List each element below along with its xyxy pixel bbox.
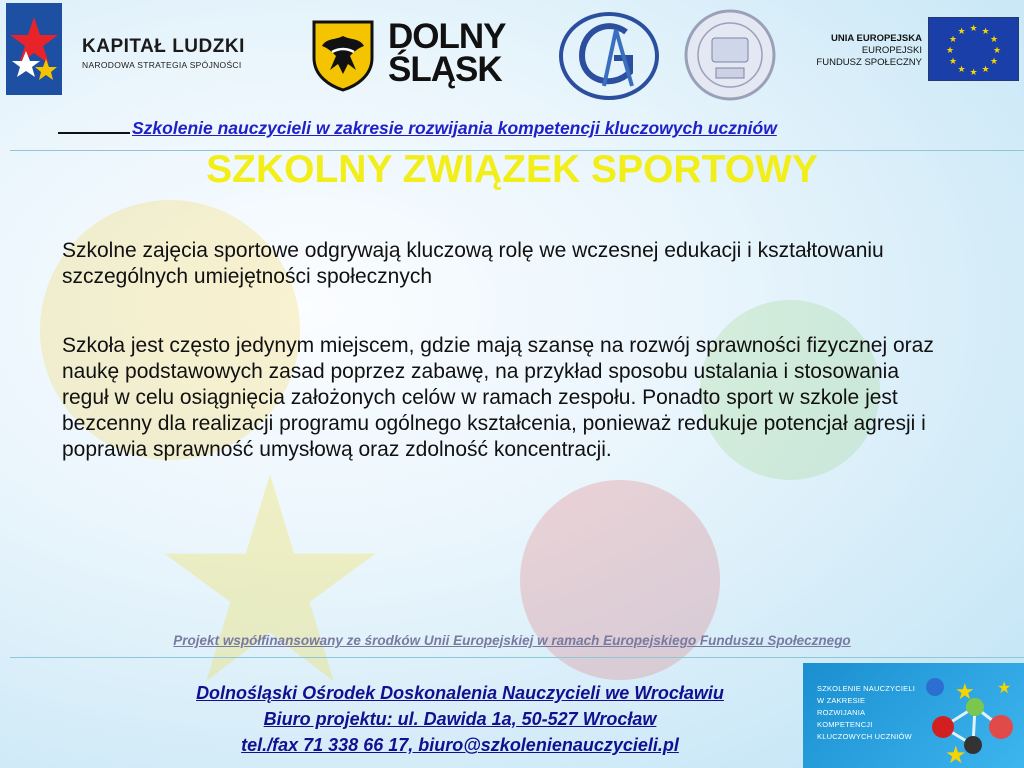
dolny-slask-wordmark: [388, 17, 506, 89]
svg-text:★: ★: [945, 741, 967, 765]
svg-text:★: ★: [997, 678, 1012, 697]
kapital-ludzki-text: [82, 36, 245, 70]
background-decoration-circle: [520, 480, 720, 680]
kapital-ludzki-title: KAPITAŁ LUDZKI: [82, 36, 245, 57]
svg-text:★: ★: [957, 27, 966, 37]
svg-text:★: ★: [948, 57, 958, 67]
promo-line: KLUCZOWYCH UCZNIÓW: [817, 732, 912, 741]
ue-line-unia: UNIA EUROPEJSKA: [831, 33, 922, 44]
dodn-wroclaw-seal-icon: [682, 8, 778, 102]
subtitle-leading-line: [58, 117, 130, 134]
contact-address: Biuro projektu: ul. Dawida 1a, 50-527 Wrocław: [263, 709, 657, 729]
contact-phone-email: tel./fax 71 338 66 17, biuro@szkolenienauczycieli.pl: [241, 735, 679, 755]
contact-block: [80, 680, 840, 758]
course-subtitle: [58, 117, 970, 139]
svg-text:★: ★: [992, 46, 1002, 56]
molecule-graphic-icon: [915, 667, 1021, 765]
body-paragraph-2: Szkoła jest często jedynym miejscem, gdzie mają szansę na rozwój sprawności fizycznej oraz naukę podstawowych zasad poprzez zabawę, na przykład sposobu ustalania i stosowania reguł w celu osiągnięcia założonych celów w ramach zespołu. Ponadto sport w szkole jest bezcenny dla realizacji programu ogólnego kształcenia, ponieważ redukuje potencjał agresji i poprawia sprawność umysłową oraz zdolność koncentracji.: [62, 334, 934, 461]
svg-text:★: ★: [955, 680, 975, 705]
svg-text:★: ★: [945, 46, 955, 56]
svg-text:★: ★: [981, 65, 990, 75]
ue-line-europejski: EUROPEJSKI: [861, 45, 922, 56]
header-logo-bar: [0, 0, 1024, 112]
monogram-emblem-icon: [556, 10, 662, 102]
body-paragraph-1: Szkolne zajęcia sportowe odgrywają kluczową rolę we wczesnej edukacji i kształtowaniu szczególnych umiejętności społecznych: [62, 239, 884, 288]
svg-text:★: ★: [957, 65, 966, 75]
promo-text: [817, 683, 927, 743]
subtitle-text: Szkolenie nauczycieli w zakresie rozwijania kompetencji kluczowych uczniów: [132, 118, 777, 138]
slide-title: SZKOLNY ZWIĄZEK SPORTOWY: [206, 148, 818, 191]
contact-institution: Dolnośląski Ośrodek Doskonalenia Nauczycieli we Wrocławiu: [196, 683, 724, 703]
kapital-ludzki-logo-icon: [6, 3, 62, 95]
svg-text:★: ★: [981, 27, 990, 37]
kapital-ludzki-subtitle: NARODOWA STRATEGIA SPÓJNOŚCI: [82, 60, 242, 70]
project-promo-banner: [803, 663, 1024, 768]
promo-line: ROZWIJANIA: [817, 708, 866, 717]
promo-line: KOMPETENCJI: [817, 720, 873, 729]
slask-text: ŚLĄSK: [388, 50, 502, 89]
svg-text:★: ★: [969, 68, 978, 78]
dolny-slask-crest-icon: [310, 18, 376, 92]
unia-europejska-label: [800, 33, 922, 69]
svg-text:★: ★: [989, 57, 999, 67]
ue-line-fundusz: FUNDUSZ SPOŁECZNY: [816, 57, 922, 68]
promo-line: SZKOLENIE NAUCZYCIELI: [817, 684, 915, 693]
promo-line: W ZAKRESIE: [817, 696, 866, 705]
svg-text:★: ★: [989, 35, 999, 45]
eu-flag-icon: [928, 17, 1019, 81]
cofinancing-note: Projekt współfinansowany ze środków Unii Europejskiej w ramach Europejskiego Funduszu Społecznego: [173, 633, 851, 648]
dolny-text: DOLNY: [388, 17, 506, 56]
footer-divider: [10, 657, 1024, 658]
svg-text:★: ★: [948, 35, 958, 45]
svg-text:★: ★: [969, 24, 978, 34]
